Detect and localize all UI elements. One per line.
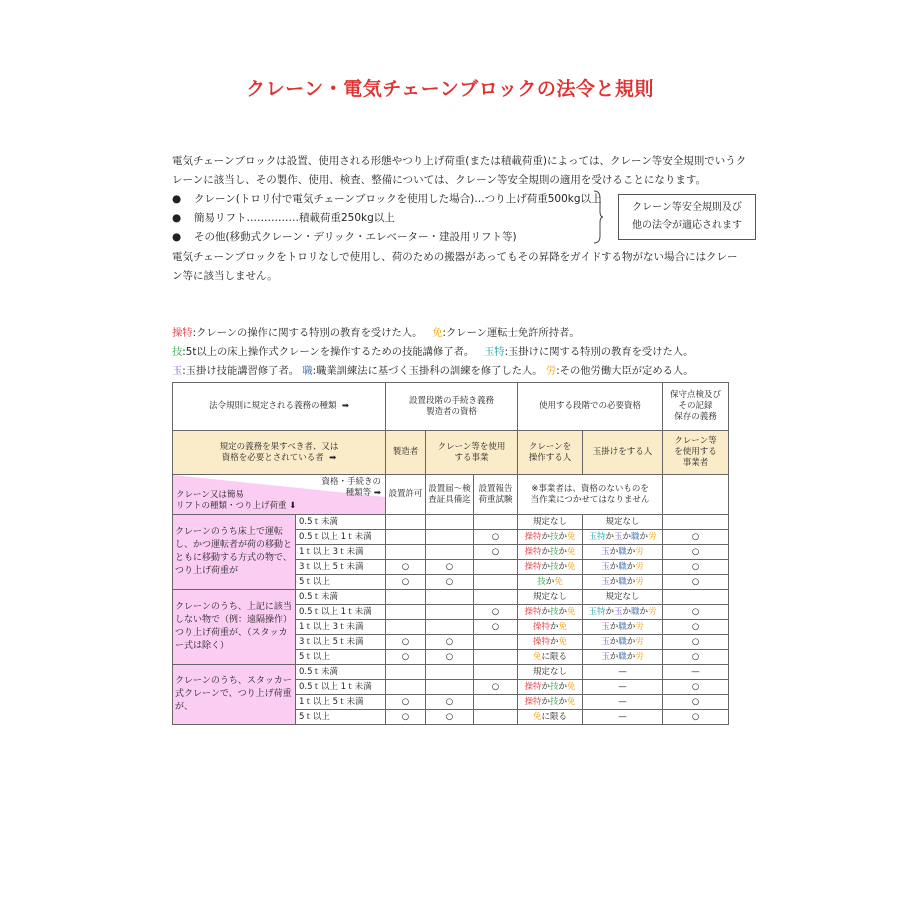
report-cell: ○ — [426, 650, 474, 665]
header-cell — [663, 475, 729, 515]
qualification-tag: 操特 — [532, 621, 550, 632]
cell-text: か — [626, 576, 636, 587]
curly-bracket-icon — [593, 190, 603, 244]
load-size-cell: 0.5ｔ未満 — [296, 665, 386, 680]
header-text: クレーンを 操作する人 — [528, 441, 572, 463]
slinger-qualification-cell — [583, 560, 663, 575]
legend-key: 職 — [302, 365, 313, 377]
slinger-qualification-cell — [583, 635, 663, 650]
qualification-tag: 玉 — [614, 606, 623, 617]
legend-text: :玉掛けに関する特別の教育を受けた人。 — [504, 346, 694, 358]
header-cell — [518, 475, 663, 515]
legend-text: :職業訓練法に基づく玉掛科の訓練を修了した人。 — [312, 365, 543, 377]
legend-key: 免 — [432, 327, 443, 339]
cell-text: か — [541, 606, 550, 617]
cell-text: か — [558, 606, 568, 617]
header-cell — [426, 475, 474, 515]
report-cell — [426, 680, 474, 695]
table-row — [173, 665, 729, 680]
cell-text: か — [558, 681, 568, 692]
maintenance-cell: ○ — [663, 560, 729, 575]
maintenance-cell: ○ — [663, 605, 729, 620]
note-line-1: クレーン等安全規則及び — [632, 202, 742, 213]
permit-cell: ○ — [386, 650, 426, 665]
qualification-tag: 職 — [631, 531, 640, 542]
qualification-tag: 操特 — [524, 561, 542, 572]
load-size-cell: 0.5ｔ以上 1ｔ未満 — [296, 680, 386, 695]
cell-text: か — [639, 531, 649, 542]
test-cell — [474, 665, 518, 680]
permit-cell — [386, 605, 426, 620]
diagonal-header-cell — [173, 475, 386, 515]
maintenance-cell: ○ — [663, 635, 729, 650]
intro-paragraph: 電気チェーンブロックは設置、使用される形態やつり上げ荷重(または積載荷重)によっては、クレーン等安全規則でいうクレーンに該当し、その製作、使用、検査、整備については、クレーン等安全規則の適用を受けることになります。 — [172, 155, 747, 186]
header-text: 法令規則に規定される義務の種類 — [208, 401, 337, 411]
bullet-item — [172, 190, 602, 209]
header-text: 保守点検及び その記録 保存の義務 — [670, 390, 722, 422]
operator-qualification-cell — [518, 680, 583, 695]
header-text: 資格・手続きの 種類等 — [321, 477, 382, 498]
qualification-tag: 玉 — [601, 651, 610, 662]
maintenance-cell: — — [663, 665, 729, 680]
qualification-tag: 労 — [648, 531, 657, 542]
cell-text: — — [618, 711, 627, 722]
slinger-qualification-cell — [583, 575, 663, 590]
cell-text: か — [558, 546, 568, 557]
report-cell — [426, 605, 474, 620]
qualification-tag: 免 — [567, 561, 576, 572]
report-cell: ○ — [426, 575, 474, 590]
report-cell — [426, 545, 474, 560]
qualification-tag: 技 — [537, 576, 546, 587]
slinger-qualification-cell — [583, 680, 663, 695]
header-text: 設置許可 — [388, 489, 423, 499]
cell-text: か — [626, 546, 636, 557]
qualification-tag: 玉 — [614, 531, 623, 542]
qualification-tag: 免 — [567, 546, 576, 557]
operator-qualification-cell — [518, 710, 583, 725]
cell-text: か — [622, 606, 632, 617]
header-cell — [663, 383, 729, 431]
report-cell — [426, 530, 474, 545]
operator-qualification-cell — [518, 620, 583, 635]
operator-qualification-cell — [518, 590, 583, 605]
cell-text: か — [622, 531, 632, 542]
qualification-tag: 玉 — [601, 636, 610, 647]
legend-key: 技 — [172, 346, 183, 358]
cell-text: 規定なし — [605, 591, 640, 602]
qualification-tag: 免 — [533, 711, 542, 722]
legend-key: 労 — [545, 365, 557, 377]
cell-text: か — [545, 576, 555, 587]
legend-text: :クレーン運転士免許所持者。 — [442, 327, 580, 339]
qualification-tag: 労 — [635, 636, 644, 647]
header-cell — [426, 431, 518, 475]
header-cell — [173, 431, 386, 475]
right-arrow-icon: ➡ — [373, 488, 382, 498]
maintenance-cell: ○ — [663, 575, 729, 590]
crane-category-cell: クレーンのうち、スタッカー式クレーンで、つり上げ荷重が、 — [173, 665, 296, 725]
cell-text: 規定なし — [605, 516, 640, 527]
bullet-text: クレーン(トロリ付で電気チェーンブロックを使用した場合)…つり上げ荷重500kg以上 — [194, 193, 602, 205]
operator-qualification-cell — [518, 575, 583, 590]
cell-text: か — [605, 531, 614, 542]
qualification-tag: 職 — [618, 546, 627, 557]
legend-line — [172, 343, 694, 362]
qualification-tag: 操特 — [524, 681, 542, 692]
test-cell: ○ — [474, 680, 518, 695]
qualification-tag: 玉 — [601, 546, 610, 557]
cell-text: — — [618, 696, 627, 707]
bullet-icon: ● — [172, 212, 182, 224]
test-cell — [474, 650, 518, 665]
bullet-text: 簡易リフト……………積載荷重250kg以上 — [194, 212, 395, 224]
cell-text: 規定なし — [533, 591, 568, 602]
test-cell — [474, 590, 518, 605]
cell-text: か — [639, 606, 649, 617]
cell-text: か — [609, 576, 619, 587]
note-box — [618, 194, 756, 240]
header-cell — [663, 431, 729, 475]
header-text: 製造者 — [392, 447, 419, 457]
qualification-tag: 職 — [631, 606, 640, 617]
operator-qualification-cell — [518, 695, 583, 710]
legend — [172, 324, 694, 381]
qualification-tag: 労 — [635, 621, 644, 632]
qualification-tag: 労 — [635, 546, 644, 557]
permit-cell: ○ — [386, 560, 426, 575]
note-line-2: 他の法令が適応されます — [632, 220, 742, 231]
bullet-text: その他(移動式クレーン・デリック・エレベーター・建設用リフト等) — [194, 231, 517, 243]
header-text: ※事業者は、資格のないものを 当作業につかせてはなりません — [530, 483, 650, 505]
table-row — [173, 515, 729, 530]
cell-text: か — [609, 561, 619, 572]
maintenance-cell: ○ — [663, 650, 729, 665]
header-cell — [386, 431, 426, 475]
qualification-tag: 労 — [635, 651, 644, 662]
right-arrow-icon: ➡ — [341, 401, 350, 411]
test-cell — [474, 560, 518, 575]
right-arrow-icon: ➡ — [329, 452, 337, 463]
operator-qualification-cell — [518, 635, 583, 650]
maintenance-cell: ○ — [663, 530, 729, 545]
cell-text: か — [609, 621, 619, 632]
operator-qualification-cell — [518, 605, 583, 620]
qualification-tag: 玉 — [601, 621, 610, 632]
qualification-tag: 技 — [550, 531, 559, 542]
permit-cell — [386, 515, 426, 530]
maintenance-cell: ○ — [663, 620, 729, 635]
legend-line — [172, 362, 694, 381]
bullet-list — [172, 190, 602, 247]
legend-text: :5t以上の床上操作式クレーンを操作するための技能講修了者。 — [182, 346, 475, 358]
qualification-tag: 労 — [648, 606, 657, 617]
cell-text: か — [605, 606, 614, 617]
slinger-qualification-cell — [583, 515, 663, 530]
crane-category-cell: クレーンのうち床上で運転し、かつ運転者が荷の移動とともに移動する方式の物で、つり上げ荷重が — [173, 515, 296, 590]
test-cell: ○ — [474, 530, 518, 545]
qualification-tag: 免 — [567, 606, 576, 617]
qualification-tag: 職 — [618, 561, 627, 572]
report-cell: ○ — [426, 710, 474, 725]
test-cell — [474, 710, 518, 725]
load-size-cell: 3ｔ以上 5ｔ未満 — [296, 560, 386, 575]
qualification-tag: 免 — [567, 531, 576, 542]
load-size-cell: 1ｔ以上 5ｔ未満 — [296, 695, 386, 710]
test-cell — [474, 695, 518, 710]
cell-text: — — [618, 681, 627, 692]
report-cell: ○ — [426, 695, 474, 710]
legend-key: 操特 — [172, 327, 193, 339]
cell-text: か — [541, 531, 550, 542]
maintenance-cell — [663, 515, 729, 530]
qualification-tag: 操特 — [524, 531, 542, 542]
cell-text: に限る — [541, 651, 568, 662]
operator-qualification-cell — [518, 530, 583, 545]
qualification-tag: 操特 — [524, 696, 542, 707]
permit-cell — [386, 590, 426, 605]
permit-cell: ○ — [386, 710, 426, 725]
permit-cell — [386, 665, 426, 680]
operator-qualification-cell — [518, 560, 583, 575]
load-size-cell: 0.5ｔ以上 1ｔ未満 — [296, 605, 386, 620]
qualification-tag: 技 — [550, 606, 559, 617]
qualification-tag: 技 — [550, 696, 559, 707]
header-text: 玉掛けをする人 — [592, 447, 653, 457]
cell-text: に限る — [541, 711, 568, 722]
slinger-qualification-cell — [583, 695, 663, 710]
qualification-tag: 職 — [618, 651, 627, 662]
cell-text: か — [558, 561, 568, 572]
page-title: クレーン・電気チェーンブロックの法令と規則 — [246, 78, 654, 100]
qualification-tag: 技 — [550, 681, 559, 692]
header-row-3 — [173, 475, 729, 515]
after-paragraph: 電気チェーンブロックをトロリなしで使用し、荷のための搬器があってもその昇降をガイドする物がない場合にはクレーン等に該当しません。 — [172, 251, 738, 282]
qualification-tag: 職 — [618, 636, 627, 647]
load-size-cell: 0.5ｔ未満 — [296, 515, 386, 530]
cell-text: か — [550, 636, 559, 647]
report-cell: ○ — [426, 635, 474, 650]
cell-text: か — [541, 546, 550, 557]
law-table — [172, 382, 729, 725]
qualification-tag: 免 — [567, 681, 576, 692]
cell-text: 規定なし — [533, 516, 568, 527]
slinger-qualification-cell — [583, 665, 663, 680]
qualification-tag: 玉特 — [588, 606, 606, 617]
legend-text: :クレーンの操作に関する特別の教育を受けた人。 — [192, 327, 423, 339]
header-text: クレーン等 を使用する 事業者 — [674, 436, 717, 468]
cell-text: — — [618, 666, 627, 677]
cell-text: か — [541, 561, 550, 572]
table-row — [173, 590, 729, 605]
qualification-tag: 免 — [558, 636, 568, 647]
bullet-item — [172, 228, 602, 247]
diag-top-label — [322, 477, 382, 499]
load-size-cell: 5ｔ以上 — [296, 710, 386, 725]
maintenance-cell: ○ — [663, 710, 729, 725]
legend-line — [172, 324, 694, 343]
report-cell — [426, 515, 474, 530]
maintenance-cell: ○ — [663, 545, 729, 560]
qualification-tag: 操特 — [524, 546, 542, 557]
permit-cell: ○ — [386, 635, 426, 650]
qualification-tag: 免 — [558, 621, 568, 632]
bullet-item — [172, 209, 602, 228]
header-text: 使用する段階での必要資格 — [539, 401, 642, 411]
slinger-qualification-cell — [583, 620, 663, 635]
legend-key: 玉特 — [484, 346, 505, 358]
permit-cell — [386, 680, 426, 695]
qualification-tag: 玉 — [601, 576, 610, 587]
operator-qualification-cell — [518, 650, 583, 665]
cell-text: か — [609, 651, 619, 662]
cell-text: か — [626, 651, 636, 662]
cell-text: か — [558, 696, 568, 707]
cell-text: か — [626, 636, 636, 647]
cell-text: か — [558, 531, 568, 542]
header-text: 設置段階の手続き義務 製造者の資格 — [409, 395, 495, 417]
header-text: 設置報告 荷重試験 — [478, 483, 513, 505]
slinger-qualification-cell — [583, 605, 663, 620]
header-cell — [173, 383, 386, 431]
test-cell: ○ — [474, 605, 518, 620]
report-cell — [426, 665, 474, 680]
header-cell — [386, 475, 426, 515]
legend-text: :玉掛け技能講習修了者。 — [182, 365, 300, 377]
report-cell — [426, 590, 474, 605]
load-size-cell: 3ｔ以上 5ｔ未満 — [296, 635, 386, 650]
cell-text: 規定なし — [533, 666, 568, 677]
header-cell — [583, 431, 663, 475]
slinger-qualification-cell — [583, 545, 663, 560]
legend-key: 玉 — [172, 365, 183, 377]
slinger-qualification-cell — [583, 650, 663, 665]
qualification-tag: 技 — [550, 561, 559, 572]
header-cell — [386, 383, 518, 431]
qualification-tag: 技 — [550, 546, 559, 557]
operator-qualification-cell — [518, 515, 583, 530]
qualification-tag: 玉 — [601, 561, 610, 572]
load-size-cell: 0.5ｔ未満 — [296, 590, 386, 605]
crane-category-cell: クレーンのうち、上記に該当しない物で（例：遠隔操作）つり上げ荷重が、（スタッカー式は除く） — [173, 590, 296, 665]
legend-text: :その他労働大臣が定める人。 — [556, 365, 694, 377]
slinger-qualification-cell — [583, 710, 663, 725]
maintenance-cell — [663, 590, 729, 605]
qualification-tag: 操特 — [532, 636, 550, 647]
qualification-tag: 労 — [635, 561, 644, 572]
cell-text: か — [541, 696, 550, 707]
test-cell: ○ — [474, 620, 518, 635]
header-text: 設置届〜検 査証具備迄 — [428, 483, 471, 505]
header-row-1 — [173, 383, 729, 431]
header-cell — [474, 475, 518, 515]
test-cell — [474, 515, 518, 530]
qualification-tag: 免 — [567, 696, 576, 707]
header-text: クレーン等を使用 する事業 — [437, 441, 506, 463]
cell-text: か — [609, 636, 619, 647]
bullet-icon: ● — [172, 231, 182, 243]
cell-text: か — [626, 561, 636, 572]
slinger-qualification-cell — [583, 590, 663, 605]
report-cell: ○ — [426, 560, 474, 575]
report-cell — [426, 620, 474, 635]
maintenance-cell: ○ — [663, 695, 729, 710]
permit-cell: ○ — [386, 695, 426, 710]
qualification-tag: 労 — [635, 576, 644, 587]
header-text: 規定の義務を果すべき者、又は 資格を必要とされている者 — [219, 441, 339, 463]
load-size-cell: 5ｔ以上 — [296, 575, 386, 590]
test-cell — [474, 575, 518, 590]
qualification-tag: 職 — [618, 621, 627, 632]
bullet-icon: ● — [172, 193, 182, 205]
header-cell — [518, 431, 583, 475]
operator-qualification-cell — [518, 665, 583, 680]
cell-text: か — [609, 546, 619, 557]
load-size-cell: 1ｔ以上 3ｔ未満 — [296, 620, 386, 635]
permit-cell — [386, 530, 426, 545]
diag-bottom-label — [176, 490, 296, 512]
qualification-tag: 免 — [554, 576, 563, 587]
cell-text: か — [626, 621, 636, 632]
permit-cell — [386, 620, 426, 635]
permit-cell: ○ — [386, 575, 426, 590]
down-arrow-icon: ⬇ — [289, 501, 297, 511]
slinger-qualification-cell — [583, 530, 663, 545]
qualification-tag: 職 — [618, 576, 627, 587]
qualification-tag: 免 — [533, 651, 542, 662]
permit-cell — [386, 545, 426, 560]
maintenance-cell: ○ — [663, 680, 729, 695]
test-cell — [474, 635, 518, 650]
header-row-2 — [173, 431, 729, 475]
load-size-cell: 1ｔ以上 3ｔ未満 — [296, 545, 386, 560]
header-cell — [518, 383, 663, 431]
operator-qualification-cell — [518, 545, 583, 560]
load-size-cell: 5ｔ以上 — [296, 650, 386, 665]
test-cell: ○ — [474, 545, 518, 560]
cell-text: か — [541, 681, 550, 692]
cell-text: か — [550, 621, 559, 632]
header-text: クレーン又は簡易 リフトの種類・つり上げ荷重 — [176, 490, 287, 511]
qualification-tag: 玉特 — [588, 531, 606, 542]
qualification-tag: 操特 — [524, 606, 542, 617]
load-size-cell: 0.5ｔ以上 1ｔ未満 — [296, 530, 386, 545]
